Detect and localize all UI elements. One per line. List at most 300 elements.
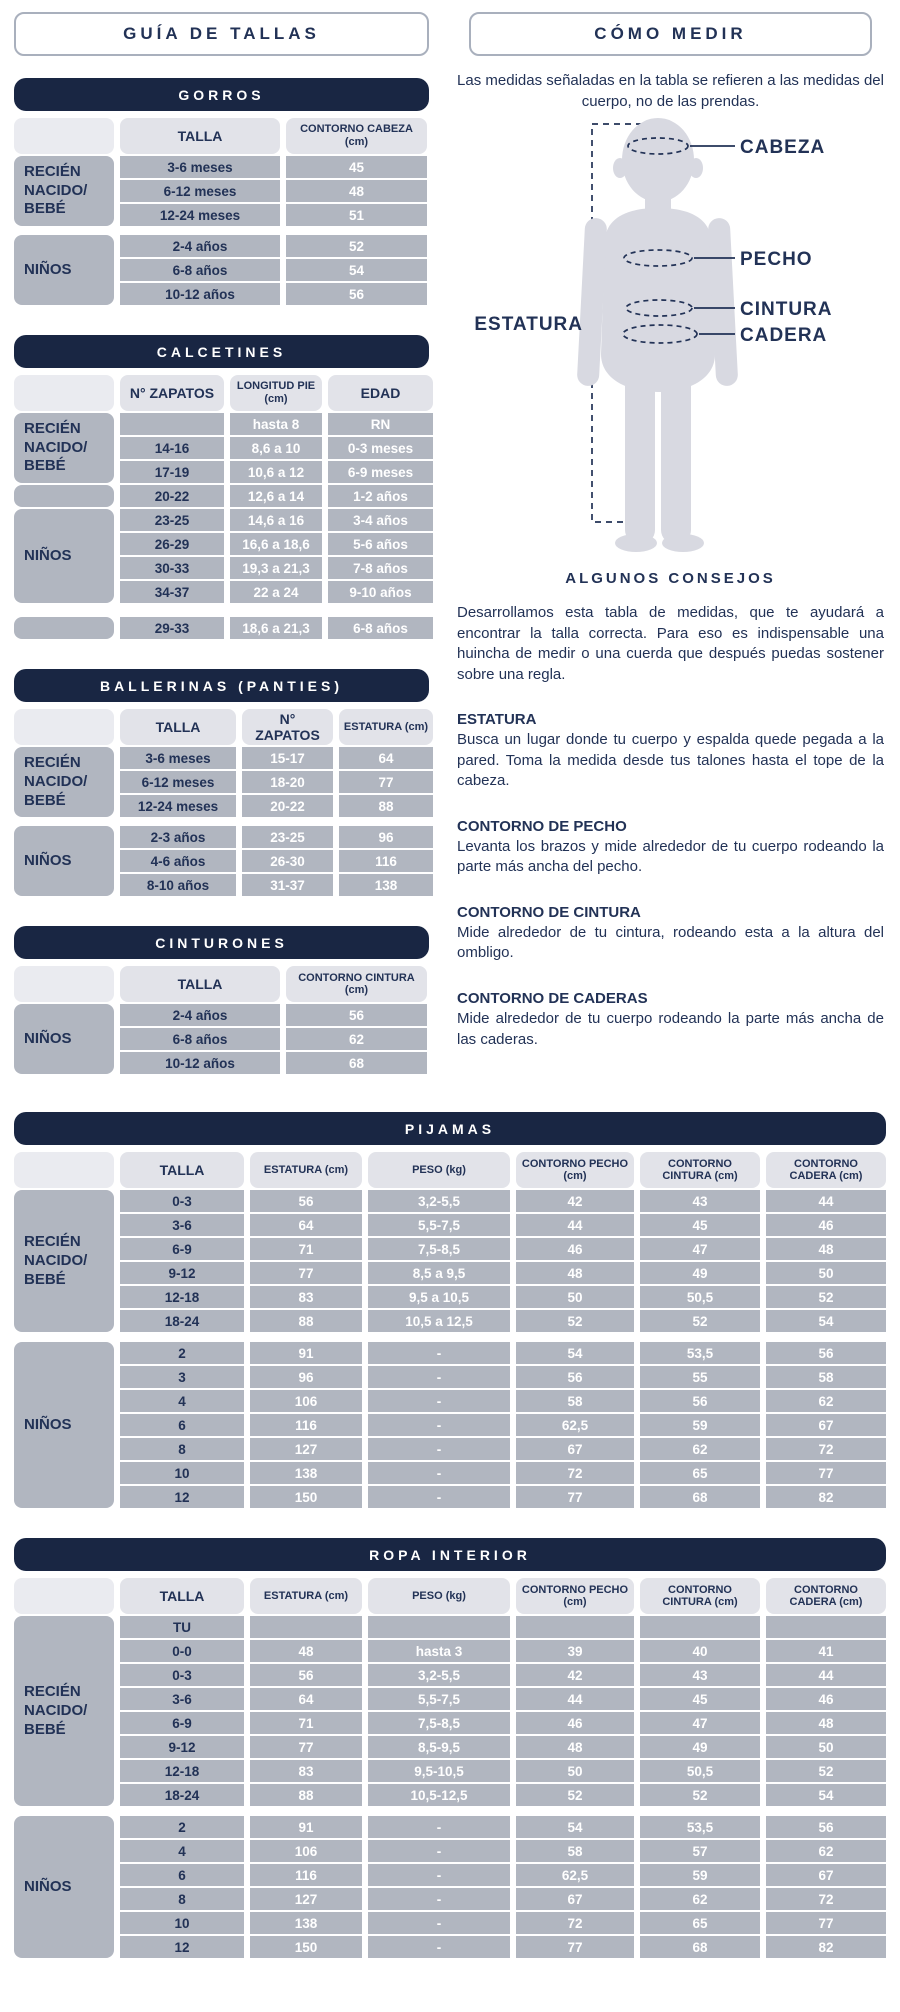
size-cell: 10 xyxy=(120,1912,244,1934)
value-cell: 0-3 meses xyxy=(328,437,433,459)
size-cell: 3-6 meses xyxy=(120,747,236,769)
value-cell: 51 xyxy=(286,204,427,226)
size-cell: 0-3 xyxy=(120,1664,244,1686)
value-cell: hasta 3 xyxy=(368,1640,510,1662)
size-cell: 10 xyxy=(120,1462,244,1484)
value-cell: 88 xyxy=(250,1784,362,1806)
value-cell: 44 xyxy=(516,1214,634,1236)
value-cell: 57 xyxy=(640,1840,760,1862)
value-cell: 45 xyxy=(640,1688,760,1710)
group-label: NIÑOS xyxy=(14,1342,114,1508)
value-cell: 67 xyxy=(766,1864,886,1886)
group-label xyxy=(14,617,114,639)
column-header: TALLA xyxy=(120,118,280,154)
column-header: ESTATURA (cm) xyxy=(250,1578,362,1614)
size-cell: 14-16 xyxy=(120,437,224,459)
column-header: TALLA xyxy=(120,1152,244,1188)
size-cell: 0-3 xyxy=(120,1190,244,1212)
value-cell: 52 xyxy=(766,1760,886,1782)
value-cell: - xyxy=(368,1366,510,1388)
size-cell: 3 xyxy=(120,1366,244,1388)
table-title: GORROS xyxy=(14,78,429,111)
cintura-label: CINTURA xyxy=(740,299,833,320)
value-cell: 91 xyxy=(250,1342,362,1364)
value-cell: 7-8 años xyxy=(328,557,433,579)
calcetines-table xyxy=(14,335,429,639)
group-gap xyxy=(14,1334,886,1340)
column-header: PESO (kg) xyxy=(368,1578,510,1614)
value-cell: 106 xyxy=(250,1840,362,1862)
value-cell: 46 xyxy=(516,1238,634,1260)
value-cell: 56 xyxy=(640,1390,760,1412)
value-cell: 49 xyxy=(640,1736,760,1758)
value-cell: 1-2 años xyxy=(328,485,433,507)
value-cell: 5,5-7,5 xyxy=(368,1688,510,1710)
value-cell: 56 xyxy=(766,1816,886,1838)
body-diagram xyxy=(455,116,890,564)
size-cell: 20-22 xyxy=(120,485,224,507)
child-silhouette xyxy=(577,118,739,552)
group-label: RECIÉN NACIDO/ BEBÉ xyxy=(14,1616,114,1806)
value-cell: 10,5 a 12,5 xyxy=(368,1310,510,1332)
size-cell: 30-33 xyxy=(120,557,224,579)
value-cell: 150 xyxy=(250,1486,362,1508)
value-cell: 116 xyxy=(339,850,433,872)
value-cell: 58 xyxy=(516,1390,634,1412)
value-cell: 138 xyxy=(250,1462,362,1484)
value-cell: 39 xyxy=(516,1640,634,1662)
value-cell: 138 xyxy=(250,1912,362,1934)
table-title: BALLERINAS (PANTIES) xyxy=(14,669,429,702)
group-label: NIÑOS xyxy=(14,509,114,603)
value-cell: 3-4 años xyxy=(328,509,433,531)
column-header: N° ZAPATOS xyxy=(242,709,333,745)
value-cell: - xyxy=(368,1864,510,1886)
value-cell: 82 xyxy=(766,1486,886,1508)
table-title: CALCETINES xyxy=(14,335,429,368)
column-header: TALLA xyxy=(120,709,236,745)
gorros-table xyxy=(14,78,429,305)
value-cell: 9,5 a 10,5 xyxy=(368,1286,510,1308)
corner-cell xyxy=(14,1578,114,1614)
tip-contorno-caderas xyxy=(455,990,886,1050)
value-cell: - xyxy=(368,1486,510,1508)
size-cell: 3-6 xyxy=(120,1688,244,1710)
size-cell: 4 xyxy=(120,1390,244,1412)
group-gap xyxy=(14,1808,886,1814)
value-cell: 67 xyxy=(766,1414,886,1436)
value-cell: 5-6 años xyxy=(328,533,433,555)
value-cell: 53,5 xyxy=(640,1816,760,1838)
size-cell: 10-12 años xyxy=(120,1052,280,1074)
value-cell xyxy=(368,1616,510,1638)
value-cell: 77 xyxy=(766,1462,886,1484)
value-cell: 68 xyxy=(640,1936,760,1958)
value-cell: 6-9 meses xyxy=(328,461,433,483)
size-cell: 6-8 años xyxy=(120,1028,280,1050)
table-grid xyxy=(14,709,429,896)
column-header: CONTORNO CINTURA (cm) xyxy=(286,966,427,1002)
value-cell: 83 xyxy=(250,1760,362,1782)
value-cell: 44 xyxy=(766,1190,886,1212)
value-cell: 45 xyxy=(640,1214,760,1236)
group-label: NIÑOS xyxy=(14,826,114,896)
value-cell: - xyxy=(368,1888,510,1910)
ropa-interior-table xyxy=(14,1538,886,1958)
group-gap xyxy=(14,228,427,233)
value-cell: 65 xyxy=(640,1462,760,1484)
value-cell: 67 xyxy=(516,1888,634,1910)
value-cell: 49 xyxy=(640,1262,760,1284)
size-cell: 18-24 xyxy=(120,1784,244,1806)
column-header: N° ZAPATOS xyxy=(120,375,224,411)
table-grid xyxy=(14,375,429,639)
value-cell: 138 xyxy=(339,874,433,896)
corner-cell xyxy=(14,709,114,745)
column-header: CONTORNO CINTURA (cm) xyxy=(640,1152,760,1188)
tip-title: CONTORNO DE CINTURA xyxy=(457,903,641,921)
column-header: CONTORNO PECHO (cm) xyxy=(516,1578,634,1614)
value-cell: 71 xyxy=(250,1712,362,1734)
value-cell: 56 xyxy=(516,1366,634,1388)
column-header: TALLA xyxy=(120,1578,244,1614)
value-cell: - xyxy=(368,1462,510,1484)
value-cell: 48 xyxy=(286,180,427,202)
value-cell xyxy=(250,1616,362,1638)
table-grid xyxy=(14,1578,886,1958)
ballerinas-table xyxy=(14,669,429,896)
value-cell xyxy=(516,1616,634,1638)
column-header: TALLA xyxy=(120,966,280,1002)
value-cell: 48 xyxy=(766,1712,886,1734)
group-label: NIÑOS xyxy=(14,235,114,305)
value-cell: 40 xyxy=(640,1640,760,1662)
value-cell: 52 xyxy=(516,1784,634,1806)
size-cell: 4 xyxy=(120,1840,244,1862)
value-cell: 53,5 xyxy=(640,1342,760,1364)
size-cell: 29-33 xyxy=(120,617,224,639)
corner-cell xyxy=(14,375,114,411)
size-cell: 6-9 xyxy=(120,1238,244,1260)
table-grid xyxy=(14,118,429,305)
size-cell: 17-19 xyxy=(120,461,224,483)
value-cell: 7,5-8,5 xyxy=(368,1238,510,1260)
value-cell: 59 xyxy=(640,1864,760,1886)
value-cell: 68 xyxy=(640,1486,760,1508)
value-cell: 5,5-7,5 xyxy=(368,1214,510,1236)
group-label: RECIÉN NACIDO/ BEBÉ xyxy=(14,413,114,483)
value-cell: 48 xyxy=(250,1640,362,1662)
value-cell: 44 xyxy=(516,1688,634,1710)
column-header: PESO (kg) xyxy=(368,1152,510,1188)
size-cell: 6-12 meses xyxy=(120,771,236,793)
size-cell: 2-3 años xyxy=(120,826,236,848)
cinturones-table xyxy=(14,926,429,1074)
value-cell: 88 xyxy=(250,1310,362,1332)
tip-text: Busca un lugar donde tu cuerpo y espalda quede pegada a la pared. Toma la medida desde tus talones hasta el tope de la cabeza. xyxy=(457,731,884,790)
value-cell: 150 xyxy=(250,1936,362,1958)
value-cell: 45 xyxy=(286,156,427,178)
size-cell: 12-18 xyxy=(120,1286,244,1308)
value-cell: 56 xyxy=(286,1004,427,1026)
table-grid xyxy=(14,966,429,1074)
value-cell: 47 xyxy=(640,1238,760,1260)
value-cell: 62 xyxy=(640,1888,760,1910)
size-cell xyxy=(120,413,224,435)
value-cell: 31-37 xyxy=(242,874,333,896)
size-cell: 2 xyxy=(120,1816,244,1838)
top-section xyxy=(14,12,886,1104)
column-header: LONGITUD PIE (cm) xyxy=(230,375,322,411)
value-cell: 12,6 a 14 xyxy=(230,485,322,507)
value-cell: 65 xyxy=(640,1912,760,1934)
size-cell: 6-9 xyxy=(120,1712,244,1734)
size-cell: 8 xyxy=(120,1438,244,1460)
pecho-label: PECHO xyxy=(740,249,813,270)
corner-cell xyxy=(14,1152,114,1188)
size-cell: 12-18 xyxy=(120,1760,244,1782)
tip-title: CONTORNO DE PECHO xyxy=(457,817,627,835)
value-cell: 71 xyxy=(250,1238,362,1260)
size-cell: 12-24 meses xyxy=(120,795,236,817)
size-cell: 23-25 xyxy=(120,509,224,531)
value-cell: 19,3 a 21,3 xyxy=(230,557,322,579)
value-cell: 48 xyxy=(516,1736,634,1758)
value-cell xyxy=(640,1616,760,1638)
value-cell: 50,5 xyxy=(640,1286,760,1308)
value-cell: 46 xyxy=(766,1688,886,1710)
value-cell: 77 xyxy=(250,1736,362,1758)
value-cell: 54 xyxy=(766,1784,886,1806)
value-cell: 83 xyxy=(250,1286,362,1308)
estatura-label: ESTATURA xyxy=(474,314,583,335)
size-cell: 12 xyxy=(120,1936,244,1958)
value-cell: 46 xyxy=(766,1214,886,1236)
value-cell: 77 xyxy=(250,1262,362,1284)
consejos-title: ALGUNOS CONSEJOS xyxy=(565,570,776,587)
size-cell: 8-10 años xyxy=(120,874,236,896)
size-cell: 0-0 xyxy=(120,1640,244,1662)
value-cell: 54 xyxy=(766,1310,886,1332)
value-cell: 41 xyxy=(766,1640,886,1662)
value-cell: hasta 8 xyxy=(230,413,322,435)
tip-contorno-pecho xyxy=(455,818,886,878)
table-title: ROPA INTERIOR xyxy=(14,1538,886,1571)
tip-title: CONTORNO DE CADERAS xyxy=(457,990,648,1008)
size-cell: 9-12 xyxy=(120,1262,244,1284)
value-cell: 26-30 xyxy=(242,850,333,872)
value-cell: - xyxy=(368,1342,510,1364)
value-cell: 18,6 a 21,3 xyxy=(230,617,322,639)
value-cell: 16,6 a 18,6 xyxy=(230,533,322,555)
value-cell: 116 xyxy=(250,1414,362,1436)
group-label: NIÑOS xyxy=(14,1004,114,1074)
value-cell: 91 xyxy=(250,1816,362,1838)
size-cell: 8 xyxy=(120,1888,244,1910)
como-medir-title: CÓMO MEDIR xyxy=(469,12,872,56)
value-cell: 6-8 años xyxy=(328,617,433,639)
value-cell: 58 xyxy=(516,1840,634,1862)
table-grid xyxy=(14,1152,886,1508)
value-cell: 48 xyxy=(516,1262,634,1284)
value-cell: 15-17 xyxy=(242,747,333,769)
value-cell: 62 xyxy=(766,1390,886,1412)
value-cell: 50,5 xyxy=(640,1760,760,1782)
table-title: CINTURONES xyxy=(14,926,429,959)
group-label xyxy=(14,485,114,507)
column-header: CONTORNO CABEZA (cm) xyxy=(286,118,427,154)
value-cell: 44 xyxy=(766,1664,886,1686)
group-label: NIÑOS xyxy=(14,1816,114,1958)
value-cell: 106 xyxy=(250,1390,362,1412)
value-cell: 62 xyxy=(766,1840,886,1862)
value-cell: 42 xyxy=(516,1664,634,1686)
size-cell: 12-24 meses xyxy=(120,204,280,226)
value-cell: 22 a 24 xyxy=(230,581,322,603)
value-cell: 59 xyxy=(640,1414,760,1436)
size-cell: 6 xyxy=(120,1414,244,1436)
column-header: ESTATURA (cm) xyxy=(250,1152,362,1188)
value-cell: 8,5-9,5 xyxy=(368,1736,510,1758)
value-cell: 52 xyxy=(516,1310,634,1332)
size-cell: 6-12 meses xyxy=(120,180,280,202)
column-header: CONTORNO PECHO (cm) xyxy=(516,1152,634,1188)
value-cell: 64 xyxy=(339,747,433,769)
value-cell: 54 xyxy=(516,1342,634,1364)
value-cell: 46 xyxy=(516,1712,634,1734)
group-label: RECIÉN NACIDO/ BEBÉ xyxy=(14,1190,114,1332)
value-cell: 10,6 a 12 xyxy=(230,461,322,483)
value-cell: 8,6 a 10 xyxy=(230,437,322,459)
value-cell: 96 xyxy=(250,1366,362,1388)
tip-text: Levanta los brazos y mide alrededor de tu cuerpo rodeando la parte más ancha del pecho. xyxy=(457,837,884,876)
size-cell: 6 xyxy=(120,1864,244,1886)
group-label: RECIÉN NACIDO/ BEBÉ xyxy=(14,156,114,226)
corner-cell xyxy=(14,118,114,154)
size-cell: TU xyxy=(120,1616,244,1638)
value-cell: - xyxy=(368,1840,510,1862)
column-header: CONTORNO CINTURA (cm) xyxy=(640,1578,760,1614)
value-cell: - xyxy=(368,1816,510,1838)
value-cell: 82 xyxy=(766,1936,886,1958)
value-cell: 72 xyxy=(766,1888,886,1910)
value-cell: 50 xyxy=(516,1760,634,1782)
value-cell: 77 xyxy=(516,1486,634,1508)
value-cell: 7,5-8,5 xyxy=(368,1712,510,1734)
value-cell: 62,5 xyxy=(516,1414,634,1436)
how-to-measure-column xyxy=(455,12,886,1050)
group-gap xyxy=(14,819,433,824)
value-cell: 72 xyxy=(516,1462,634,1484)
value-cell: 9-10 años xyxy=(328,581,433,603)
value-cell: - xyxy=(368,1414,510,1436)
measure-intro-text: Las medidas señaladas en la tabla se refieren a las medidas del cuerpo, no de las prendas. xyxy=(457,72,884,110)
value-cell: 127 xyxy=(250,1438,362,1460)
pijamas-table xyxy=(14,1112,886,1508)
value-cell: 52 xyxy=(640,1784,760,1806)
size-cell: 2 xyxy=(120,1342,244,1364)
group-label: RECIÉN NACIDO/ BEBÉ xyxy=(14,747,114,817)
column-header: ESTATURA (cm) xyxy=(339,709,433,745)
size-cell: 18-24 xyxy=(120,1310,244,1332)
tip-contorno-cintura xyxy=(455,904,886,964)
value-cell: 14,6 a 16 xyxy=(230,509,322,531)
value-cell: 43 xyxy=(640,1190,760,1212)
value-cell: 58 xyxy=(766,1366,886,1388)
size-cell: 9-12 xyxy=(120,1736,244,1758)
value-cell: - xyxy=(368,1438,510,1460)
value-cell: 54 xyxy=(516,1816,634,1838)
size-cell: 3-6 xyxy=(120,1214,244,1236)
value-cell: 55 xyxy=(640,1366,760,1388)
value-cell: 47 xyxy=(640,1712,760,1734)
value-cell: 77 xyxy=(339,771,433,793)
value-cell: 18-20 xyxy=(242,771,333,793)
value-cell: 77 xyxy=(516,1936,634,1958)
value-cell: 56 xyxy=(286,283,427,305)
column-header: EDAD xyxy=(328,375,433,411)
value-cell: 20-22 xyxy=(242,795,333,817)
group-gap xyxy=(14,605,433,615)
value-cell: 9,5-10,5 xyxy=(368,1760,510,1782)
value-cell: 96 xyxy=(339,826,433,848)
value-cell: 127 xyxy=(250,1888,362,1910)
consejos-intro-text: Desarrollamos esta tabla de medidas, que te ayudará a encontrar la talla correcta. Para eso es indispensable una huincha de medir o una cuerda que después puedas sostener sobre una regla. xyxy=(457,604,884,683)
cadera-label: CADERA xyxy=(740,325,828,346)
column-header: CONTORNO CADERA (cm) xyxy=(766,1152,886,1188)
size-cell: 2-4 años xyxy=(120,235,280,257)
value-cell: 23-25 xyxy=(242,826,333,848)
value-cell: 3,2-5,5 xyxy=(368,1190,510,1212)
value-cell: 56 xyxy=(766,1342,886,1364)
value-cell: 64 xyxy=(250,1688,362,1710)
value-cell: 52 xyxy=(286,235,427,257)
value-cell: 72 xyxy=(766,1438,886,1460)
value-cell: 77 xyxy=(766,1912,886,1934)
value-cell: - xyxy=(368,1912,510,1934)
value-cell: 56 xyxy=(250,1190,362,1212)
size-cell: 12 xyxy=(120,1486,244,1508)
value-cell: 50 xyxy=(516,1286,634,1308)
value-cell: - xyxy=(368,1390,510,1412)
cabeza-label: CABEZA xyxy=(740,137,826,158)
tip-text: Mide alrededor de tu cuerpo rodeando la parte más ancha de las caderas. xyxy=(457,1010,884,1048)
value-cell: 68 xyxy=(286,1052,427,1074)
value-cell: - xyxy=(368,1936,510,1958)
value-cell: 43 xyxy=(640,1664,760,1686)
value-cell: 54 xyxy=(286,259,427,281)
size-cell: 10-12 años xyxy=(120,283,280,305)
value-cell: 48 xyxy=(766,1238,886,1260)
value-cell: 88 xyxy=(339,795,433,817)
value-cell: 72 xyxy=(516,1912,634,1934)
value-cell: 52 xyxy=(640,1310,760,1332)
value-cell: 42 xyxy=(516,1190,634,1212)
tip-estatura xyxy=(455,711,886,792)
size-cell: 2-4 años xyxy=(120,1004,280,1026)
table-title: PIJAMAS xyxy=(14,1112,886,1145)
value-cell: 67 xyxy=(516,1438,634,1460)
size-cell: 3-6 meses xyxy=(120,156,280,178)
value-cell: 8,5 a 9,5 xyxy=(368,1262,510,1284)
value-cell: 10,5-12,5 xyxy=(368,1784,510,1806)
column-header: CONTORNO CADERA (cm) xyxy=(766,1578,886,1614)
tip-title: ESTATURA xyxy=(457,711,537,729)
value-cell: 50 xyxy=(766,1736,886,1758)
value-cell: 62,5 xyxy=(516,1864,634,1886)
value-cell: 3,2-5,5 xyxy=(368,1664,510,1686)
value-cell: 62 xyxy=(286,1028,427,1050)
